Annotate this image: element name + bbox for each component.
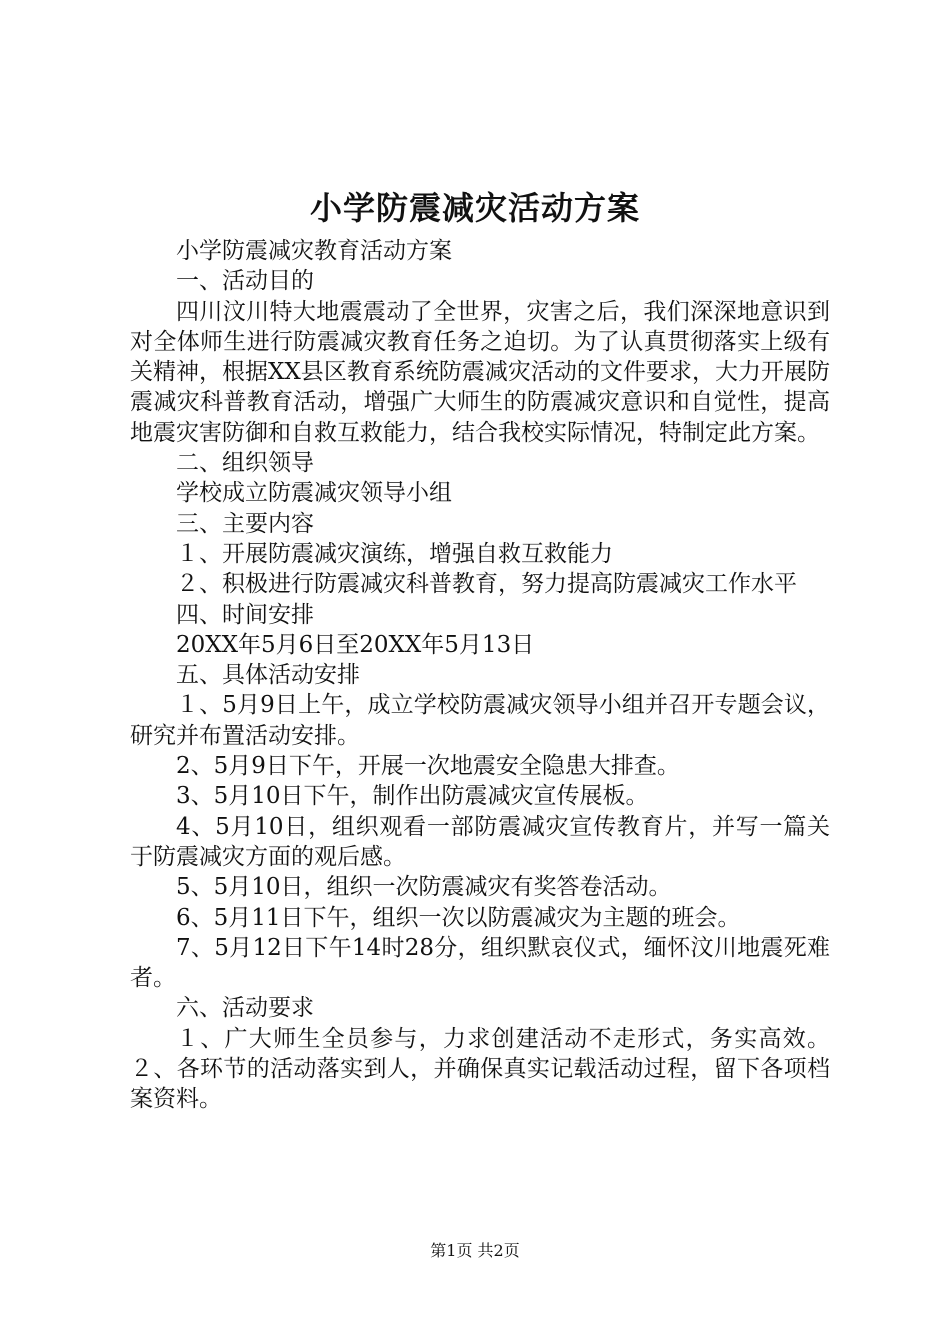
activity-item-3: 3、5月10日下午，制作出防震减灾宣传展板。: [176, 783, 649, 810]
section-heading-requirements: 六、活动要求: [176, 995, 314, 1022]
section-heading-content: 三、主要内容: [176, 510, 314, 537]
subtitle-paragraph: 小学防震减灾教育活动方案: [176, 238, 452, 264]
activity-item-6: 6、5月11日下午，组织一次以防震减灾为主题的班会。: [176, 904, 741, 931]
activity-item-7: 7、5月12日下午14时28分，组织默哀仪式，缅怀汶川地震死难者。: [130, 934, 830, 992]
organization-paragraph: 学校成立防震减灾领导小组: [176, 480, 452, 507]
content-item-2: ２、积极进行防震减灾科普教育，努力提高防震减灾工作水平: [176, 571, 797, 598]
document-body: [130, 236, 830, 1115]
activity-item-5: 5、5月10日，组织一次防震减灾有奖答卷活动。: [176, 874, 672, 901]
page-footer: 第1页 共2页: [430, 1241, 520, 1260]
schedule-paragraph: 20XX年5月6日至20XX年5月13日: [176, 631, 535, 658]
section-heading-purpose: 一、活动目的: [176, 268, 314, 295]
section-heading-schedule: 四、时间安排: [176, 601, 314, 628]
activity-item-2: 2、5月9日下午，开展一次地震安全隐患大排查。: [176, 753, 680, 780]
purpose-paragraph: 四川汶川特大地震震动了全世界，灾害之后，我们深深地意识到对全体师生进行防震减灾教育任务之迫切。为了认真贯彻落实上级有关精神，根据XX县区教育系统防震减灾活动的文件要求，大力开展防震减灾科普教育活动，增强广大师生的防震减灾意识和自觉性，提高地震灾害防御和自救互救能力，结合我校实际情况，特制定此方案。: [130, 298, 830, 446]
section-heading-organization: 二、组织领导: [176, 450, 314, 477]
content-item-1: １、开展防震减灾演练，增强自救互救能力: [176, 540, 613, 567]
section-heading-activities: 五、具体活动安排: [176, 662, 360, 689]
document-title: 小学防震减灾活动方案: [309, 189, 640, 227]
activity-item-1: １、5月9日上午，成立学校防震减灾领导小组并召开专题会议，研究并布置活动安排。: [130, 692, 830, 749]
activity-item-4: 4、5月10日，组织观看一部防震减灾宣传教育片，并写一篇关于防震减灾方面的观后感。: [130, 813, 830, 870]
requirements-paragraph: １、广大师生全员参与，力求创建活动不走形式，务实高效。２、各环节的活动落实到人，并确保真实记载活动过程，留下各项档案资料。: [130, 1025, 830, 1113]
